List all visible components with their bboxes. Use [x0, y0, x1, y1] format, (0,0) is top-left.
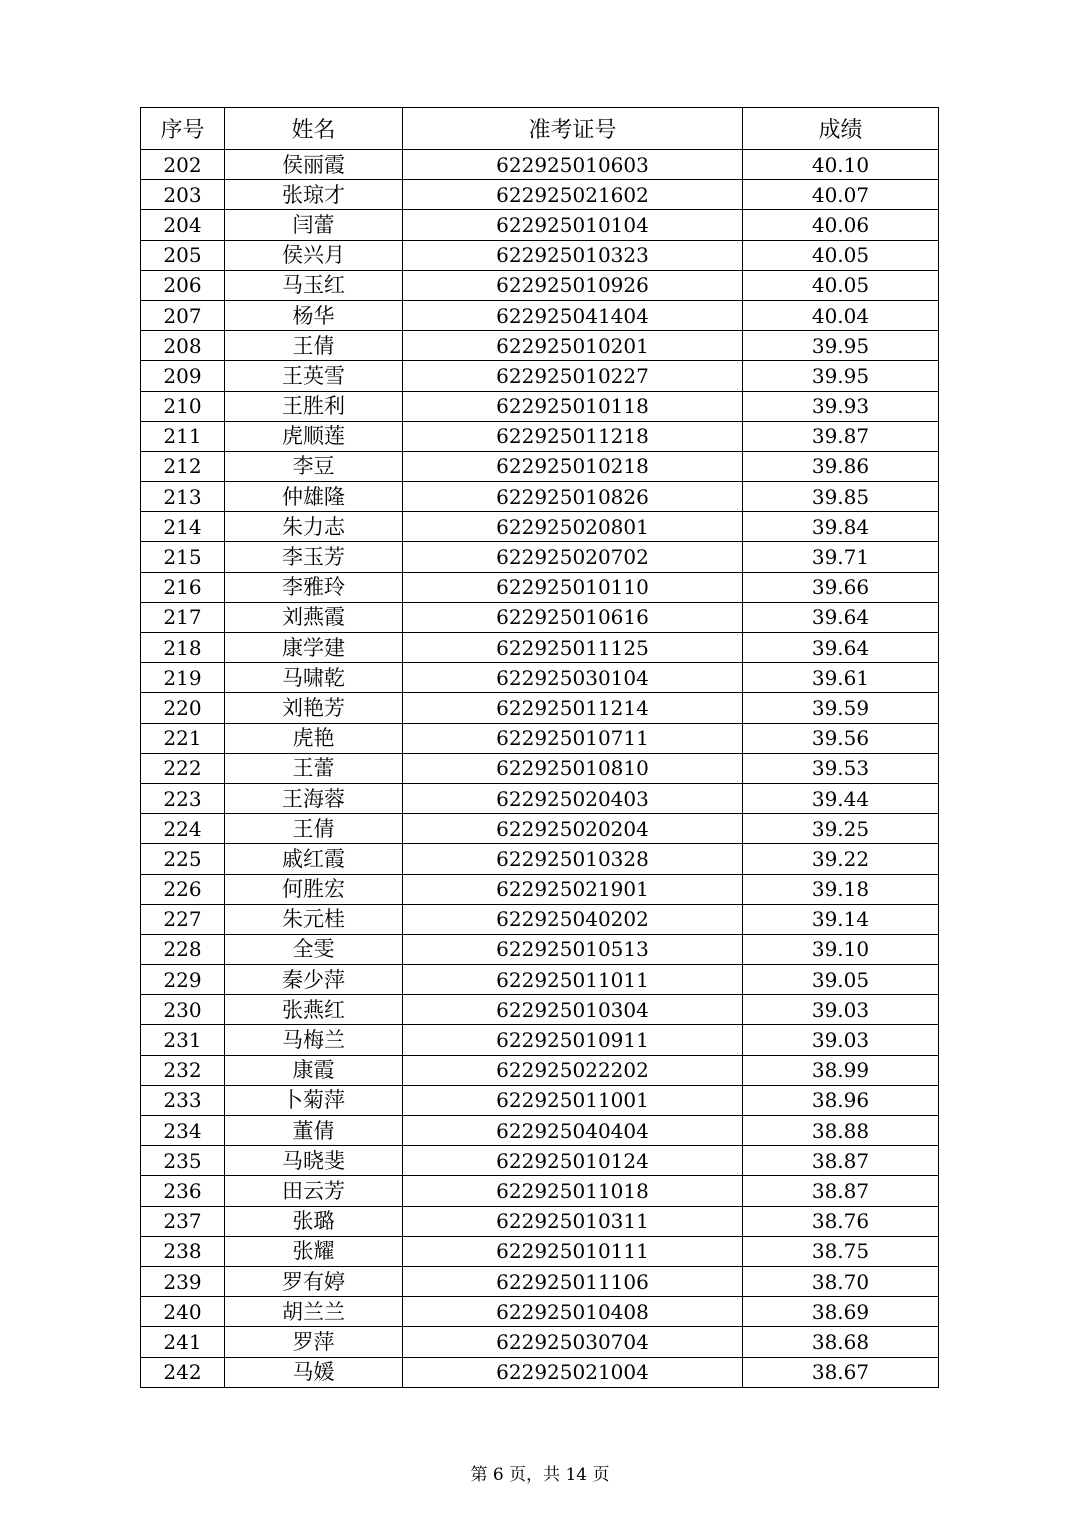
ticket-cell: 622925030104 — [403, 663, 743, 693]
header-score: 成绩 — [743, 108, 939, 150]
table-row — [141, 1055, 939, 1085]
score-cell: 40.10 — [743, 150, 939, 180]
score-cell: 39.61 — [743, 663, 939, 693]
table-row — [141, 210, 939, 240]
table-row — [141, 1236, 939, 1266]
name-cell: 王蕾 — [225, 753, 403, 783]
ticket-cell: 622925041404 — [403, 300, 743, 330]
seq-cell: 218 — [141, 633, 225, 663]
seq-cell: 223 — [141, 783, 225, 813]
table-row — [141, 270, 939, 300]
table-row — [141, 844, 939, 874]
table-row — [141, 572, 939, 602]
table-row — [141, 1357, 939, 1387]
name-cell: 虎艳 — [225, 723, 403, 753]
score-cell: 38.99 — [743, 1055, 939, 1085]
ticket-cell: 622925010104 — [403, 210, 743, 240]
table-row — [141, 1297, 939, 1327]
seq-cell: 238 — [141, 1236, 225, 1266]
name-cell: 张璐 — [225, 1206, 403, 1236]
table-row — [141, 391, 939, 421]
name-cell: 康学建 — [225, 633, 403, 663]
ticket-cell: 622925010311 — [403, 1206, 743, 1236]
score-cell: 40.06 — [743, 210, 939, 240]
score-cell: 38.67 — [743, 1357, 939, 1387]
table-row — [141, 995, 939, 1025]
ticket-cell: 622925021901 — [403, 874, 743, 904]
name-cell: 马梅兰 — [225, 1025, 403, 1055]
ticket-cell: 622925010603 — [403, 150, 743, 180]
name-cell: 罗萍 — [225, 1327, 403, 1357]
name-cell: 朱力志 — [225, 512, 403, 542]
score-cell: 39.66 — [743, 572, 939, 602]
seq-cell: 233 — [141, 1085, 225, 1115]
seq-cell: 235 — [141, 1146, 225, 1176]
seq-cell: 216 — [141, 572, 225, 602]
name-cell: 侯丽霞 — [225, 150, 403, 180]
ticket-cell: 622925010118 — [403, 391, 743, 421]
seq-cell: 229 — [141, 965, 225, 995]
name-cell: 李玉芳 — [225, 542, 403, 572]
ticket-cell: 622925010810 — [403, 753, 743, 783]
score-cell: 39.53 — [743, 753, 939, 783]
table-row — [141, 1085, 939, 1115]
ticket-cell: 622925011106 — [403, 1266, 743, 1296]
score-cell: 38.96 — [743, 1085, 939, 1115]
table-row — [141, 693, 939, 723]
ticket-cell: 622925011214 — [403, 693, 743, 723]
score-cell: 39.25 — [743, 814, 939, 844]
table-row — [141, 663, 939, 693]
name-cell: 王胜利 — [225, 391, 403, 421]
seq-cell: 215 — [141, 542, 225, 572]
seq-cell: 242 — [141, 1357, 225, 1387]
table-row — [141, 934, 939, 964]
score-cell: 38.70 — [743, 1266, 939, 1296]
score-cell: 40.05 — [743, 240, 939, 270]
ticket-cell: 622925010408 — [403, 1297, 743, 1327]
table-row — [141, 1266, 939, 1296]
name-cell: 闫蕾 — [225, 210, 403, 240]
table-row — [141, 240, 939, 270]
table-body — [141, 150, 939, 1388]
seq-cell: 214 — [141, 512, 225, 542]
ticket-cell: 622925021004 — [403, 1357, 743, 1387]
name-cell: 张耀 — [225, 1236, 403, 1266]
ticket-cell: 622925021602 — [403, 180, 743, 210]
header-name: 姓名 — [225, 108, 403, 150]
name-cell: 李雅玲 — [225, 572, 403, 602]
score-cell: 39.59 — [743, 693, 939, 723]
seq-cell: 205 — [141, 240, 225, 270]
ticket-cell: 622925030704 — [403, 1327, 743, 1357]
table-row — [141, 451, 939, 481]
score-cell: 39.93 — [743, 391, 939, 421]
name-cell: 马媛 — [225, 1357, 403, 1387]
name-cell: 王海蓉 — [225, 783, 403, 813]
header-seq: 序号 — [141, 108, 225, 150]
score-cell: 39.71 — [743, 542, 939, 572]
ticket-cell: 622925010616 — [403, 602, 743, 632]
score-cell: 38.87 — [743, 1176, 939, 1206]
ticket-cell: 622925010513 — [403, 934, 743, 964]
header-ticket: 准考证号 — [403, 108, 743, 150]
score-cell: 39.44 — [743, 783, 939, 813]
table-row — [141, 1176, 939, 1206]
score-cell: 38.68 — [743, 1327, 939, 1357]
name-cell: 刘燕霞 — [225, 602, 403, 632]
name-cell: 胡兰兰 — [225, 1297, 403, 1327]
table-row — [141, 1146, 939, 1176]
score-cell: 39.03 — [743, 1025, 939, 1055]
table-row — [141, 180, 939, 210]
seq-cell: 231 — [141, 1025, 225, 1055]
table-row — [141, 723, 939, 753]
score-cell: 39.95 — [743, 331, 939, 361]
seq-cell: 207 — [141, 300, 225, 330]
seq-cell: 220 — [141, 693, 225, 723]
score-cell: 38.88 — [743, 1116, 939, 1146]
score-cell: 39.86 — [743, 451, 939, 481]
table-row — [141, 361, 939, 391]
ticket-cell: 622925010323 — [403, 240, 743, 270]
seq-cell: 213 — [141, 482, 225, 512]
seq-cell: 203 — [141, 180, 225, 210]
table-row — [141, 1206, 939, 1236]
ticket-cell: 622925040202 — [403, 904, 743, 934]
seq-cell: 237 — [141, 1206, 225, 1236]
seq-cell: 204 — [141, 210, 225, 240]
seq-cell: 239 — [141, 1266, 225, 1296]
name-cell: 卜菊萍 — [225, 1085, 403, 1115]
score-cell: 39.64 — [743, 633, 939, 663]
ticket-cell: 622925010304 — [403, 995, 743, 1025]
score-cell: 40.07 — [743, 180, 939, 210]
seq-cell: 230 — [141, 995, 225, 1025]
name-cell: 仲雄隆 — [225, 482, 403, 512]
score-cell: 39.95 — [743, 361, 939, 391]
name-cell: 马玉红 — [225, 270, 403, 300]
ticket-cell: 622925010227 — [403, 361, 743, 391]
table-row — [141, 602, 939, 632]
seq-cell: 221 — [141, 723, 225, 753]
seq-cell: 228 — [141, 934, 225, 964]
score-cell: 39.03 — [743, 995, 939, 1025]
name-cell: 全雯 — [225, 934, 403, 964]
ticket-cell: 622925022202 — [403, 1055, 743, 1085]
header-row — [141, 108, 939, 150]
score-cell: 40.04 — [743, 300, 939, 330]
score-cell: 39.18 — [743, 874, 939, 904]
ticket-cell: 622925011018 — [403, 1176, 743, 1206]
score-table — [140, 107, 939, 1388]
ticket-cell: 622925010826 — [403, 482, 743, 512]
score-cell: 39.22 — [743, 844, 939, 874]
score-cell: 38.87 — [743, 1146, 939, 1176]
table-row — [141, 300, 939, 330]
seq-cell: 225 — [141, 844, 225, 874]
table-row — [141, 814, 939, 844]
table-row — [141, 421, 939, 451]
table-row — [141, 965, 939, 995]
ticket-cell: 622925010218 — [403, 451, 743, 481]
table-row — [141, 753, 939, 783]
name-cell: 侯兴月 — [225, 240, 403, 270]
table-row — [141, 1327, 939, 1357]
seq-cell: 224 — [141, 814, 225, 844]
name-cell: 王倩 — [225, 814, 403, 844]
name-cell: 王英雪 — [225, 361, 403, 391]
page-number: 第 6 页，共 14 页 — [470, 1465, 610, 1485]
seq-cell: 209 — [141, 361, 225, 391]
ticket-cell: 622925011001 — [403, 1085, 743, 1115]
score-cell: 40.05 — [743, 270, 939, 300]
name-cell: 董倩 — [225, 1116, 403, 1146]
ticket-cell: 622925011218 — [403, 421, 743, 451]
name-cell: 康霞 — [225, 1055, 403, 1085]
ticket-cell: 622925010926 — [403, 270, 743, 300]
score-cell: 39.56 — [743, 723, 939, 753]
name-cell: 刘艳芳 — [225, 693, 403, 723]
name-cell: 张琼才 — [225, 180, 403, 210]
name-cell: 李豆 — [225, 451, 403, 481]
ticket-cell: 622925010711 — [403, 723, 743, 753]
name-cell: 王倩 — [225, 331, 403, 361]
seq-cell: 226 — [141, 874, 225, 904]
table-header — [141, 108, 939, 150]
seq-cell: 240 — [141, 1297, 225, 1327]
seq-cell: 212 — [141, 451, 225, 481]
ticket-cell: 622925020702 — [403, 542, 743, 572]
seq-cell: 232 — [141, 1055, 225, 1085]
name-cell: 何胜宏 — [225, 874, 403, 904]
table-row — [141, 150, 939, 180]
seq-cell: 211 — [141, 421, 225, 451]
name-cell: 秦少萍 — [225, 965, 403, 995]
name-cell: 张燕红 — [225, 995, 403, 1025]
seq-cell: 217 — [141, 602, 225, 632]
ticket-cell: 622925020204 — [403, 814, 743, 844]
seq-cell: 234 — [141, 1116, 225, 1146]
table-row — [141, 1025, 939, 1055]
ticket-cell: 622925010124 — [403, 1146, 743, 1176]
seq-cell: 208 — [141, 331, 225, 361]
table-row — [141, 482, 939, 512]
score-cell: 39.85 — [743, 482, 939, 512]
name-cell: 戚红霞 — [225, 844, 403, 874]
seq-cell: 202 — [141, 150, 225, 180]
name-cell: 虎顺莲 — [225, 421, 403, 451]
score-cell: 39.84 — [743, 512, 939, 542]
name-cell: 杨华 — [225, 300, 403, 330]
seq-cell: 206 — [141, 270, 225, 300]
seq-cell: 210 — [141, 391, 225, 421]
score-cell: 39.05 — [743, 965, 939, 995]
table-row — [141, 633, 939, 663]
table-row — [141, 512, 939, 542]
name-cell: 朱元桂 — [225, 904, 403, 934]
table-row — [141, 783, 939, 813]
name-cell: 田云芳 — [225, 1176, 403, 1206]
score-cell: 39.87 — [743, 421, 939, 451]
ticket-cell: 622925020801 — [403, 512, 743, 542]
table-row — [141, 874, 939, 904]
ticket-cell: 622925010110 — [403, 572, 743, 602]
score-cell: 38.69 — [743, 1297, 939, 1327]
table-row — [141, 1116, 939, 1146]
name-cell: 罗有婷 — [225, 1266, 403, 1296]
table-row — [141, 542, 939, 572]
ticket-cell: 622925010328 — [403, 844, 743, 874]
table-row — [141, 331, 939, 361]
seq-cell: 227 — [141, 904, 225, 934]
score-cell: 38.76 — [743, 1206, 939, 1236]
seq-cell: 222 — [141, 753, 225, 783]
name-cell: 马晓斐 — [225, 1146, 403, 1176]
ticket-cell: 622925011011 — [403, 965, 743, 995]
seq-cell: 236 — [141, 1176, 225, 1206]
score-cell: 39.64 — [743, 602, 939, 632]
ticket-cell: 622925011125 — [403, 633, 743, 663]
ticket-cell: 622925010911 — [403, 1025, 743, 1055]
ticket-cell: 622925040404 — [403, 1116, 743, 1146]
ticket-cell: 622925010201 — [403, 331, 743, 361]
ticket-cell: 622925020403 — [403, 783, 743, 813]
score-cell: 39.14 — [743, 904, 939, 934]
ticket-cell: 622925010111 — [403, 1236, 743, 1266]
seq-cell: 219 — [141, 663, 225, 693]
table-row — [141, 904, 939, 934]
score-cell: 38.75 — [743, 1236, 939, 1266]
score-cell: 39.10 — [743, 934, 939, 964]
seq-cell: 241 — [141, 1327, 225, 1357]
name-cell: 马啸乾 — [225, 663, 403, 693]
